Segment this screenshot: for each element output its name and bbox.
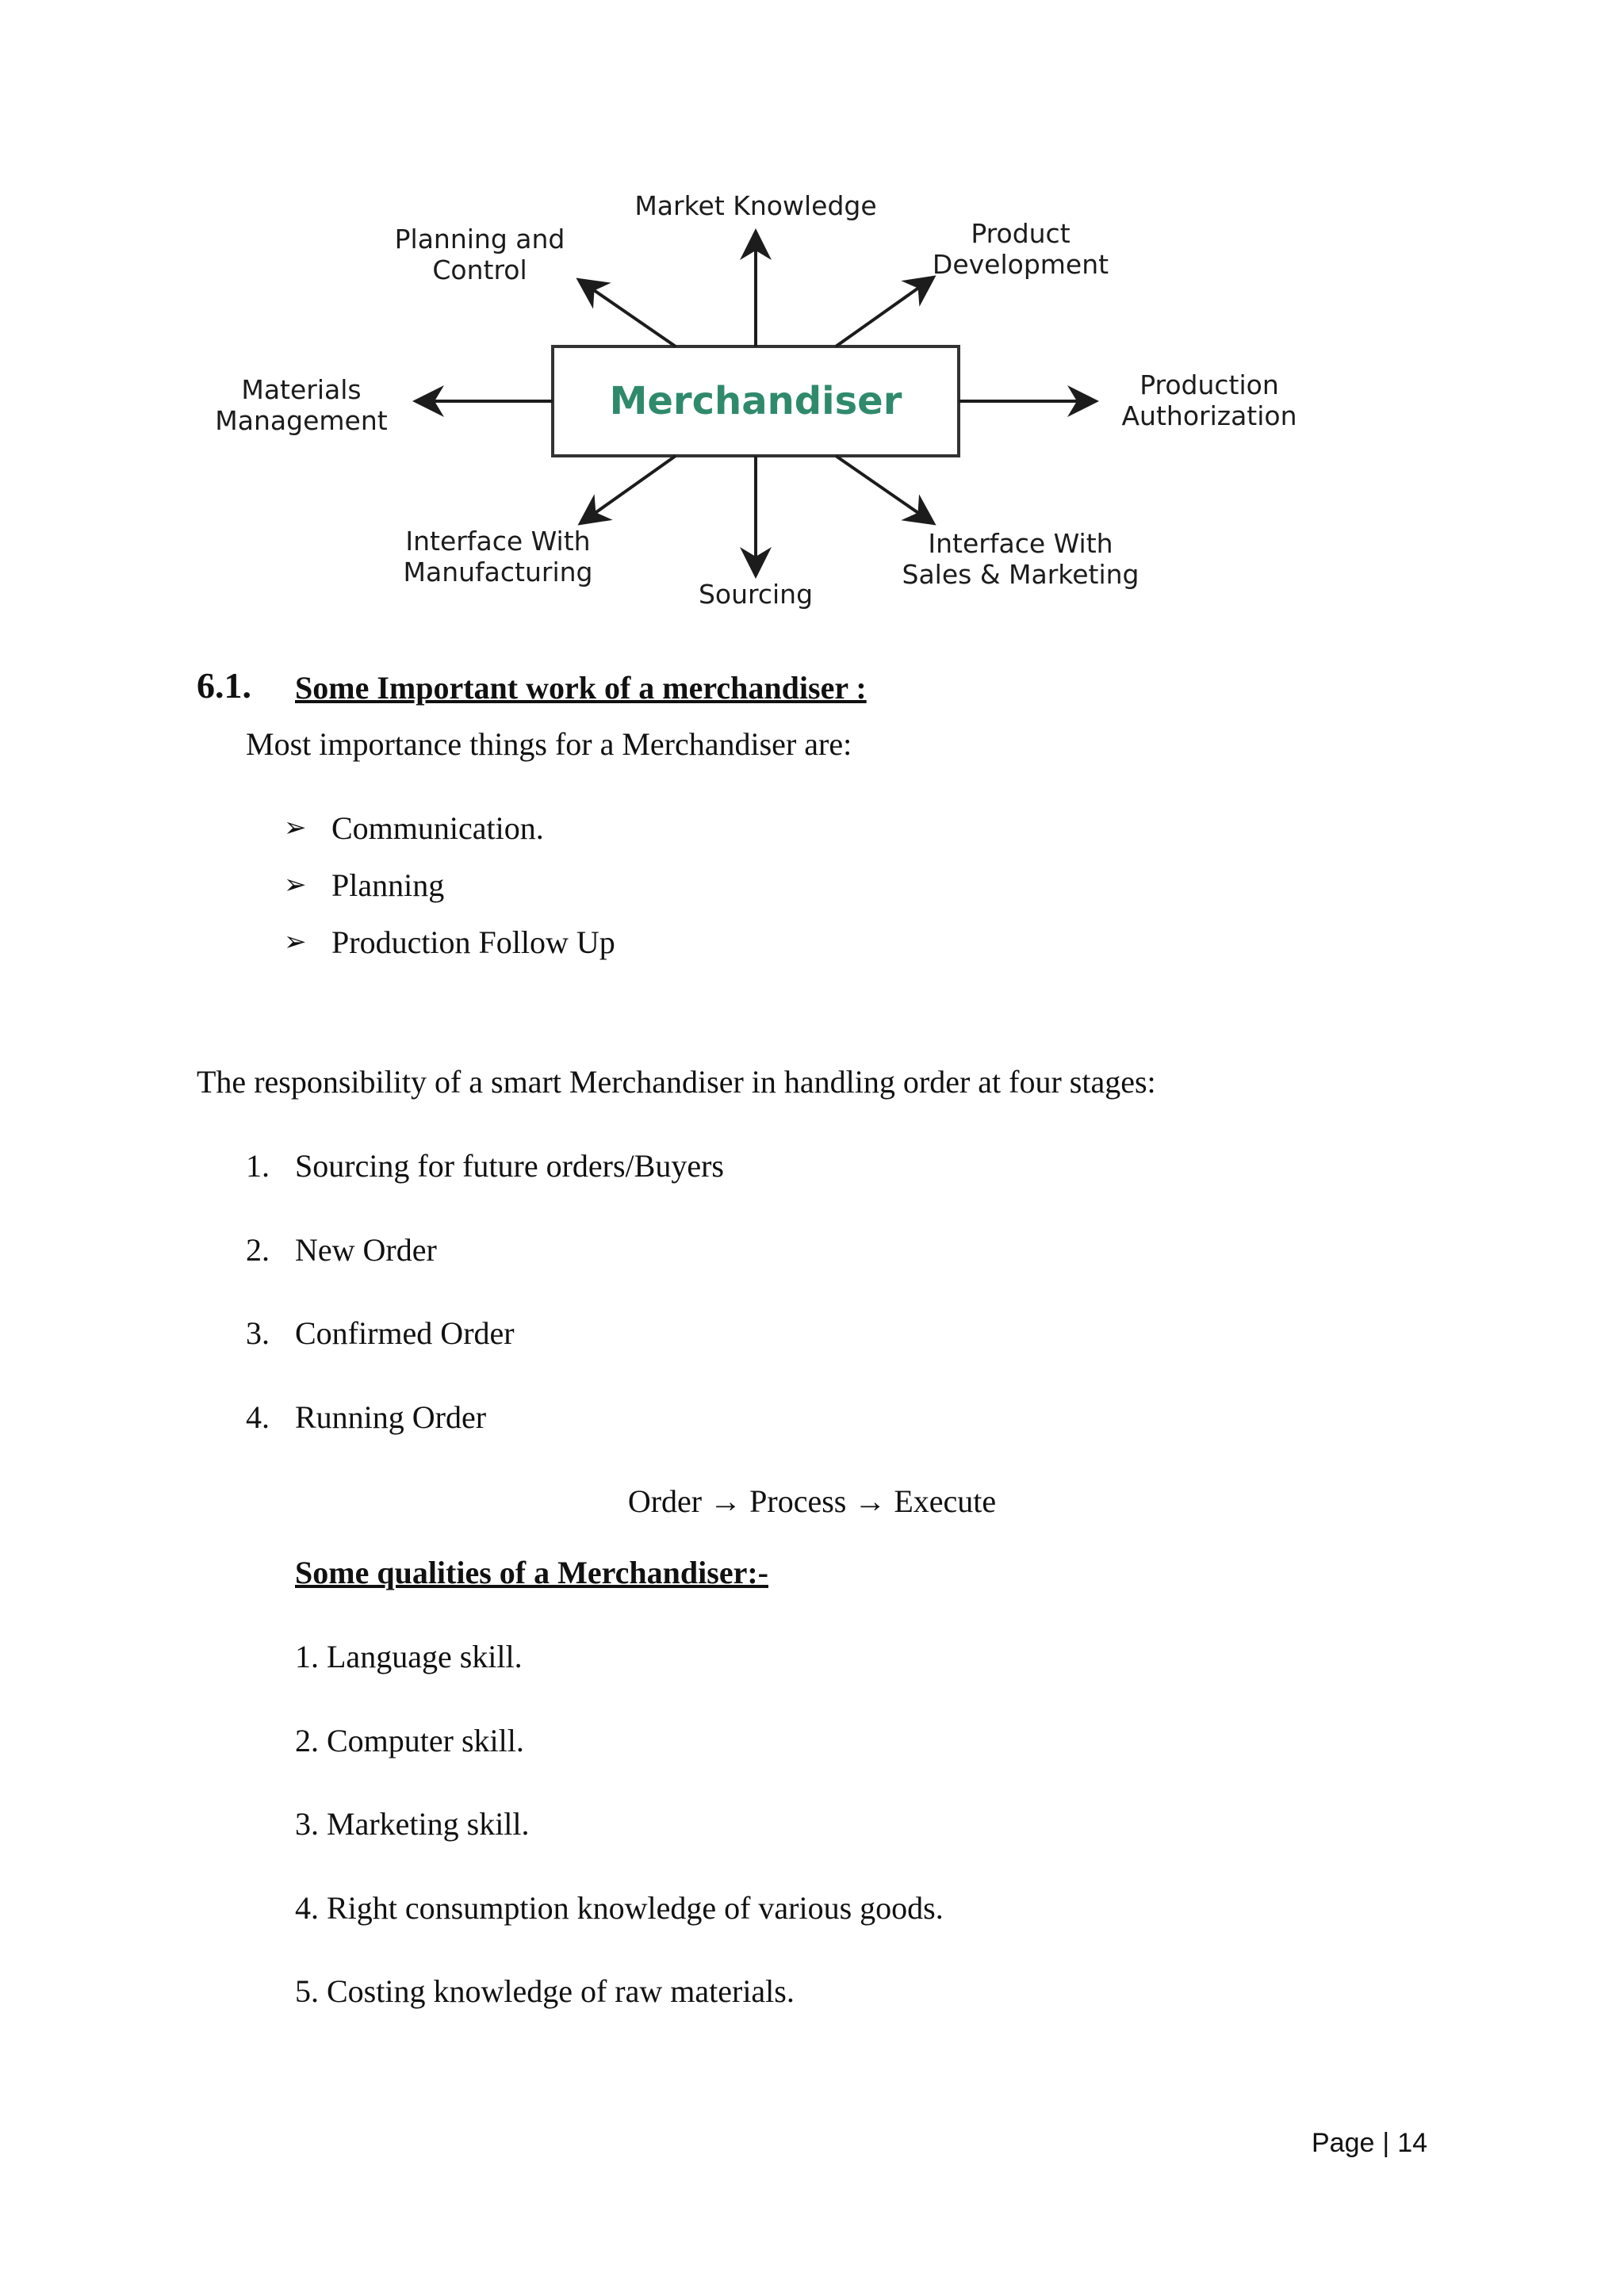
diagram-node-interface-manufacturing: Interface With Manufacturing bbox=[403, 526, 593, 587]
list-item: 2. New Order bbox=[246, 1231, 437, 1268]
list-item: 1. Sourcing for future orders/Buyers bbox=[246, 1148, 724, 1184]
diagram-node-planning-control: Planning and Control bbox=[394, 224, 565, 285]
page-separator: | bbox=[1382, 2128, 1390, 2158]
page-label: Page bbox=[1312, 2128, 1375, 2158]
page-footer bbox=[1312, 2128, 1427, 2159]
arrow-bullet-icon: ➢ bbox=[284, 813, 307, 843]
list-item: 1. Language skill. bbox=[295, 1639, 523, 1674]
diagram-node-sourcing: Sourcing bbox=[698, 579, 814, 610]
diagram-center-label: Merchandiser bbox=[609, 379, 902, 423]
arrow-product-development bbox=[836, 279, 931, 346]
bullet-item: ➢ Communication. bbox=[284, 810, 544, 846]
arrow-planning-control bbox=[581, 281, 676, 346]
arrow-bullet-icon: ➢ bbox=[284, 871, 307, 900]
diagram-node-market-knowledge: Market Knowledge bbox=[634, 190, 877, 221]
list-item: 4. Right consumption knowledge of various goods. bbox=[295, 1889, 944, 1926]
list-item: 3. Marketing skill. bbox=[295, 1806, 530, 1842]
diagram-node-materials-management: Materials Management bbox=[215, 374, 388, 436]
bullet-item: ➢ Production Follow Up bbox=[284, 924, 615, 960]
arrow-bullet-icon: ➢ bbox=[284, 928, 307, 957]
diagram-node-production-authorization: Production Authorization bbox=[1121, 369, 1297, 431]
page-number: 14 bbox=[1397, 2128, 1428, 2158]
list-item: 4. Running Order bbox=[246, 1399, 487, 1435]
responsibility-text: The responsibility of a smart Merchandiser in handling order at four stages: bbox=[197, 1064, 1156, 1100]
arrow-interface-sales-marketing bbox=[836, 456, 931, 522]
list-item: 2. Computer skill. bbox=[295, 1722, 524, 1758]
importance-bullet-list bbox=[284, 809, 615, 981]
list-item: 3. Confirmed Order bbox=[246, 1315, 515, 1351]
section-number: 6.1. bbox=[197, 665, 251, 706]
list-item: 5. Costing knowledge of raw materials. bbox=[295, 1973, 795, 2009]
bullet-item: ➢ Planning bbox=[284, 867, 445, 903]
diagram-node-product-development: Product Development bbox=[932, 218, 1109, 280]
section-intro: Most importance things for a Merchandiser are: bbox=[246, 726, 852, 762]
diagram-node-interface-sales-marketing: Interface With Sales & Marketing bbox=[902, 528, 1139, 590]
qualities-title: Some qualities of a Merchandiser:- bbox=[295, 1555, 768, 1590]
merchandiser-diagram bbox=[182, 174, 1356, 634]
qualities-list bbox=[295, 1638, 944, 2057]
order-flow: Order → Process → Execute bbox=[627, 1483, 997, 1519]
arrow-interface-manufacturing bbox=[583, 456, 676, 522]
order-stages-list bbox=[246, 1147, 724, 1482]
section-title: Some Important work of a merchandiser : bbox=[295, 670, 867, 706]
